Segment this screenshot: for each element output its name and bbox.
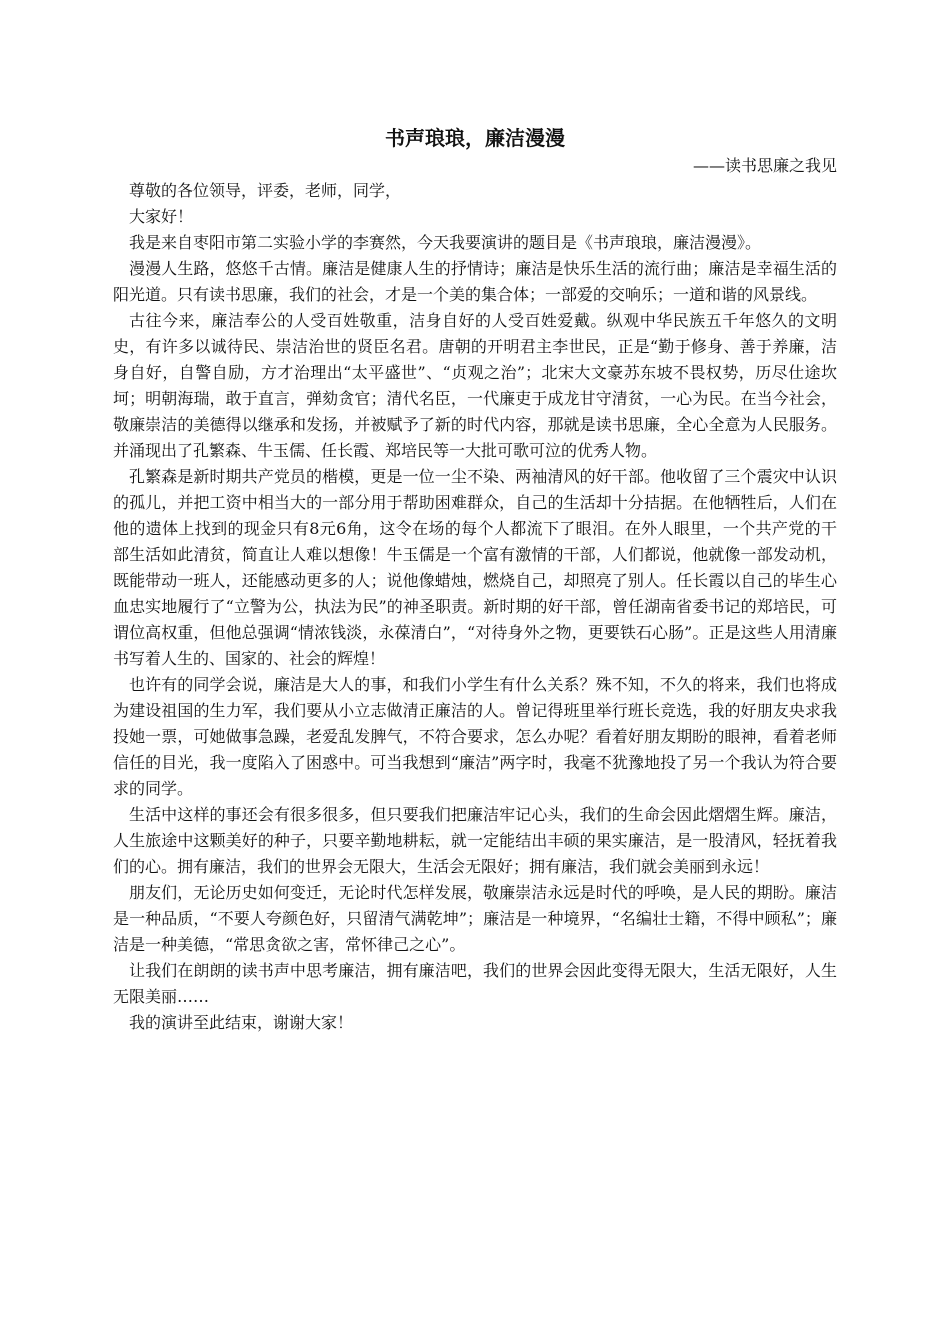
paragraph-hello: 大家好！ [129, 207, 194, 226]
paragraph-history: 古往今来，廉洁奉公的人受百姓敬重，洁身自好的人受百姓爱戴。纵观中华民族五千年悠久的文明史，有许多以诚待民、崇洁治世的贤臣名君。唐朝的开明君主李世民，正是“勤于修身、善于养廉，洁身自好，自警自励，方才治理出“太平盛世”、“贞观之治”；北宋大文豪苏东坡不畏权势，历尽仕途坎坷；明朝海瑞，敢于直言，弹劾贪官；清代名臣，一代廉吏于成龙甘守清贫，一心为民。在当今社会，敬廉崇洁的美德得以继承和发扬，并被赋予了新的时代内容，那就是读书思廉，全心全意为人民服务。并涌现出了孔繁森、牛玉儒、任长霞、郑培民等一大批可歌可泣的优秀人物。 [113, 311, 837, 460]
document-page [113, 122, 837, 1036]
paragraph-life-road: 漫漫人生路，悠悠千古情。廉洁是健康人生的抒情诗；廉洁是快乐生活的流行曲；廉洁是幸福生活的阳光道。只有读书思廉，我们的社会，才是一个美的集合体；一部爱的交响乐；一道和谐的风景线。 [113, 259, 837, 304]
paragraph-call-to-action: 让我们在朗朗的读书声中思考廉洁，拥有廉洁吧，我们的世界会因此变得无限大，生活无限好，人生无限美丽…… [113, 961, 837, 1006]
paragraph-role-models: 孔繁森是新时期共产党员的楷模，更是一位一尘不染、两袖清风的好干部。他收留了三个震灾中认识的孤儿，并把工资中相当大的一部分用于帮助困难群众，自己的生活却十分拮据。在他牺牲后，人们在他的遗体上找到的现金只有8元6角，这令在场的每个人都流下了眼泪。在外人眼里，一个共产党的干部生活如此清贫，简直让人难以想像！牛玉儒是一个富有激情的干部，人们都说，他就像一部发动机，既能带动一班人，还能感动更多的人；说他像蜡烛，燃烧自己，却照亮了别人。任长霞以自己的毕生心血忠实地履行了“立警为公，执法为民”的神圣职责。新时期的好干部，曾任湖南省委书记的郑培民，可谓位高权重，但他总强调“情浓钱淡，永葆清白”，“对待身外之物，更要铁石心肠”。正是这些人用清廉书写着人生的、国家的、社会的辉煌！ [113, 467, 837, 668]
paragraph-students: 也许有的同学会说，廉洁是大人的事，和我们小学生有什么关系？殊不知，不久的将来，我们也将成为建设祖国的生力军，我们要从小立志做清正廉洁的人。曾记得班里举行班长竞选，我的好朋友央求我投她一票，可她做事急躁，老爱乱发脾气，不符合要求，怎么办呢？看着好朋友期盼的眼神，看着老师信任的目光，我一度陷入了困惑中。可当我想到“廉洁”两字时，我毫不犹豫地投了另一个我认为符合要求的同学。 [113, 675, 837, 798]
paragraph-intro: 我是来自枣阳市第二实验小学的李赛然，今天我要演讲的题目是《书声琅琅，廉洁漫漫》。 [129, 233, 762, 252]
paragraph-daily-life: 生活中这样的事还会有很多很多，但只要我们把廉洁牢记心头，我们的生命会因此熠熠生辉。廉洁，人生旅途中这颗美好的种子，只要辛勤地耕耘，就一定能结出丰硕的果实廉洁，是一股清风，轻抚着我们的心。拥有廉洁，我们的世界会无限大，生活会无限好；拥有廉洁，我们就会美丽到永远！ [113, 805, 837, 876]
paragraph-closing: 我的演讲至此结束，谢谢大家！ [129, 1013, 354, 1032]
paragraph-greeting: 尊敬的各位领导，评委，老师，同学， [129, 181, 402, 200]
paragraph-friends: 朋友们，无论历史如何变迁，无论时代怎样发展，敬廉崇洁永远是时代的呼唤，是人民的期盼。廉洁是一种品质，“不要人夸颜色好，只留清气满乾坤”；廉洁是一种境界，“名编壮士籍，不得中顾私”；廉洁是一种美德，“常思贪欲之害，常怀律己之心”。 [113, 883, 837, 954]
document-title: 书声琅琅，廉洁漫漫 [385, 126, 565, 150]
document-subtitle: ——读书思廉之我见 [692, 156, 837, 175]
